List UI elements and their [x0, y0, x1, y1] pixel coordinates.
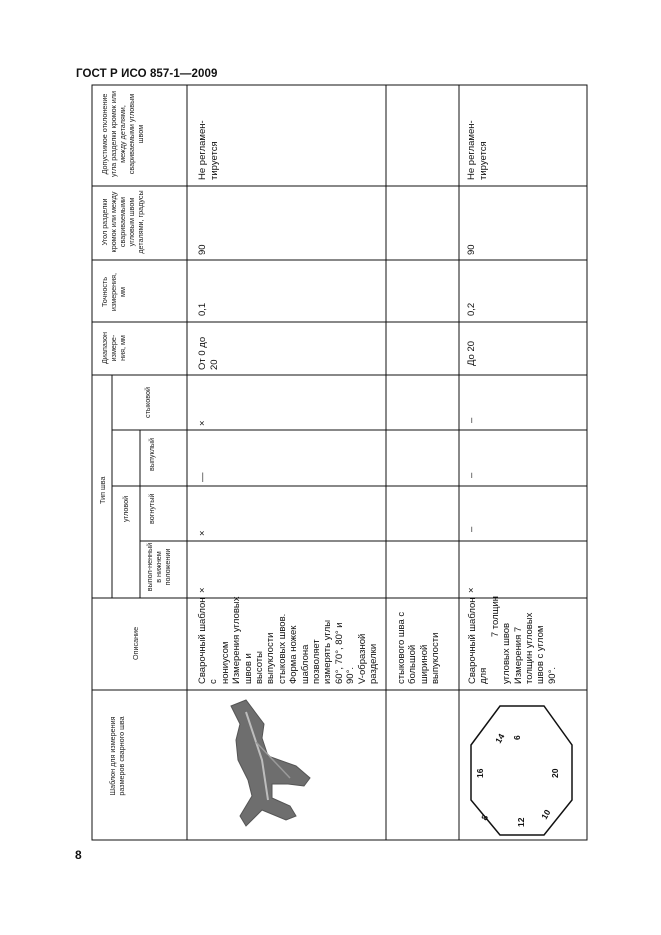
- gauge-mark-16: 16: [475, 768, 485, 778]
- gauge-mark-10: 10: [539, 807, 553, 821]
- document-number: ГОСТ Р ИСО 857-1—2009: [76, 68, 218, 80]
- gauge-mark-12: 12: [516, 817, 526, 827]
- caliper-illustration: [231, 700, 310, 826]
- gauge-mark-20: 20: [550, 768, 560, 778]
- table-border: [92, 85, 587, 840]
- gauge-mark-8: 8: [479, 812, 491, 822]
- thickness-gauge-illustration: [471, 706, 572, 835]
- gauge-mark-6: 6: [512, 735, 522, 740]
- gauge-mark-14: 14: [493, 731, 507, 745]
- page-number: 8: [75, 848, 82, 862]
